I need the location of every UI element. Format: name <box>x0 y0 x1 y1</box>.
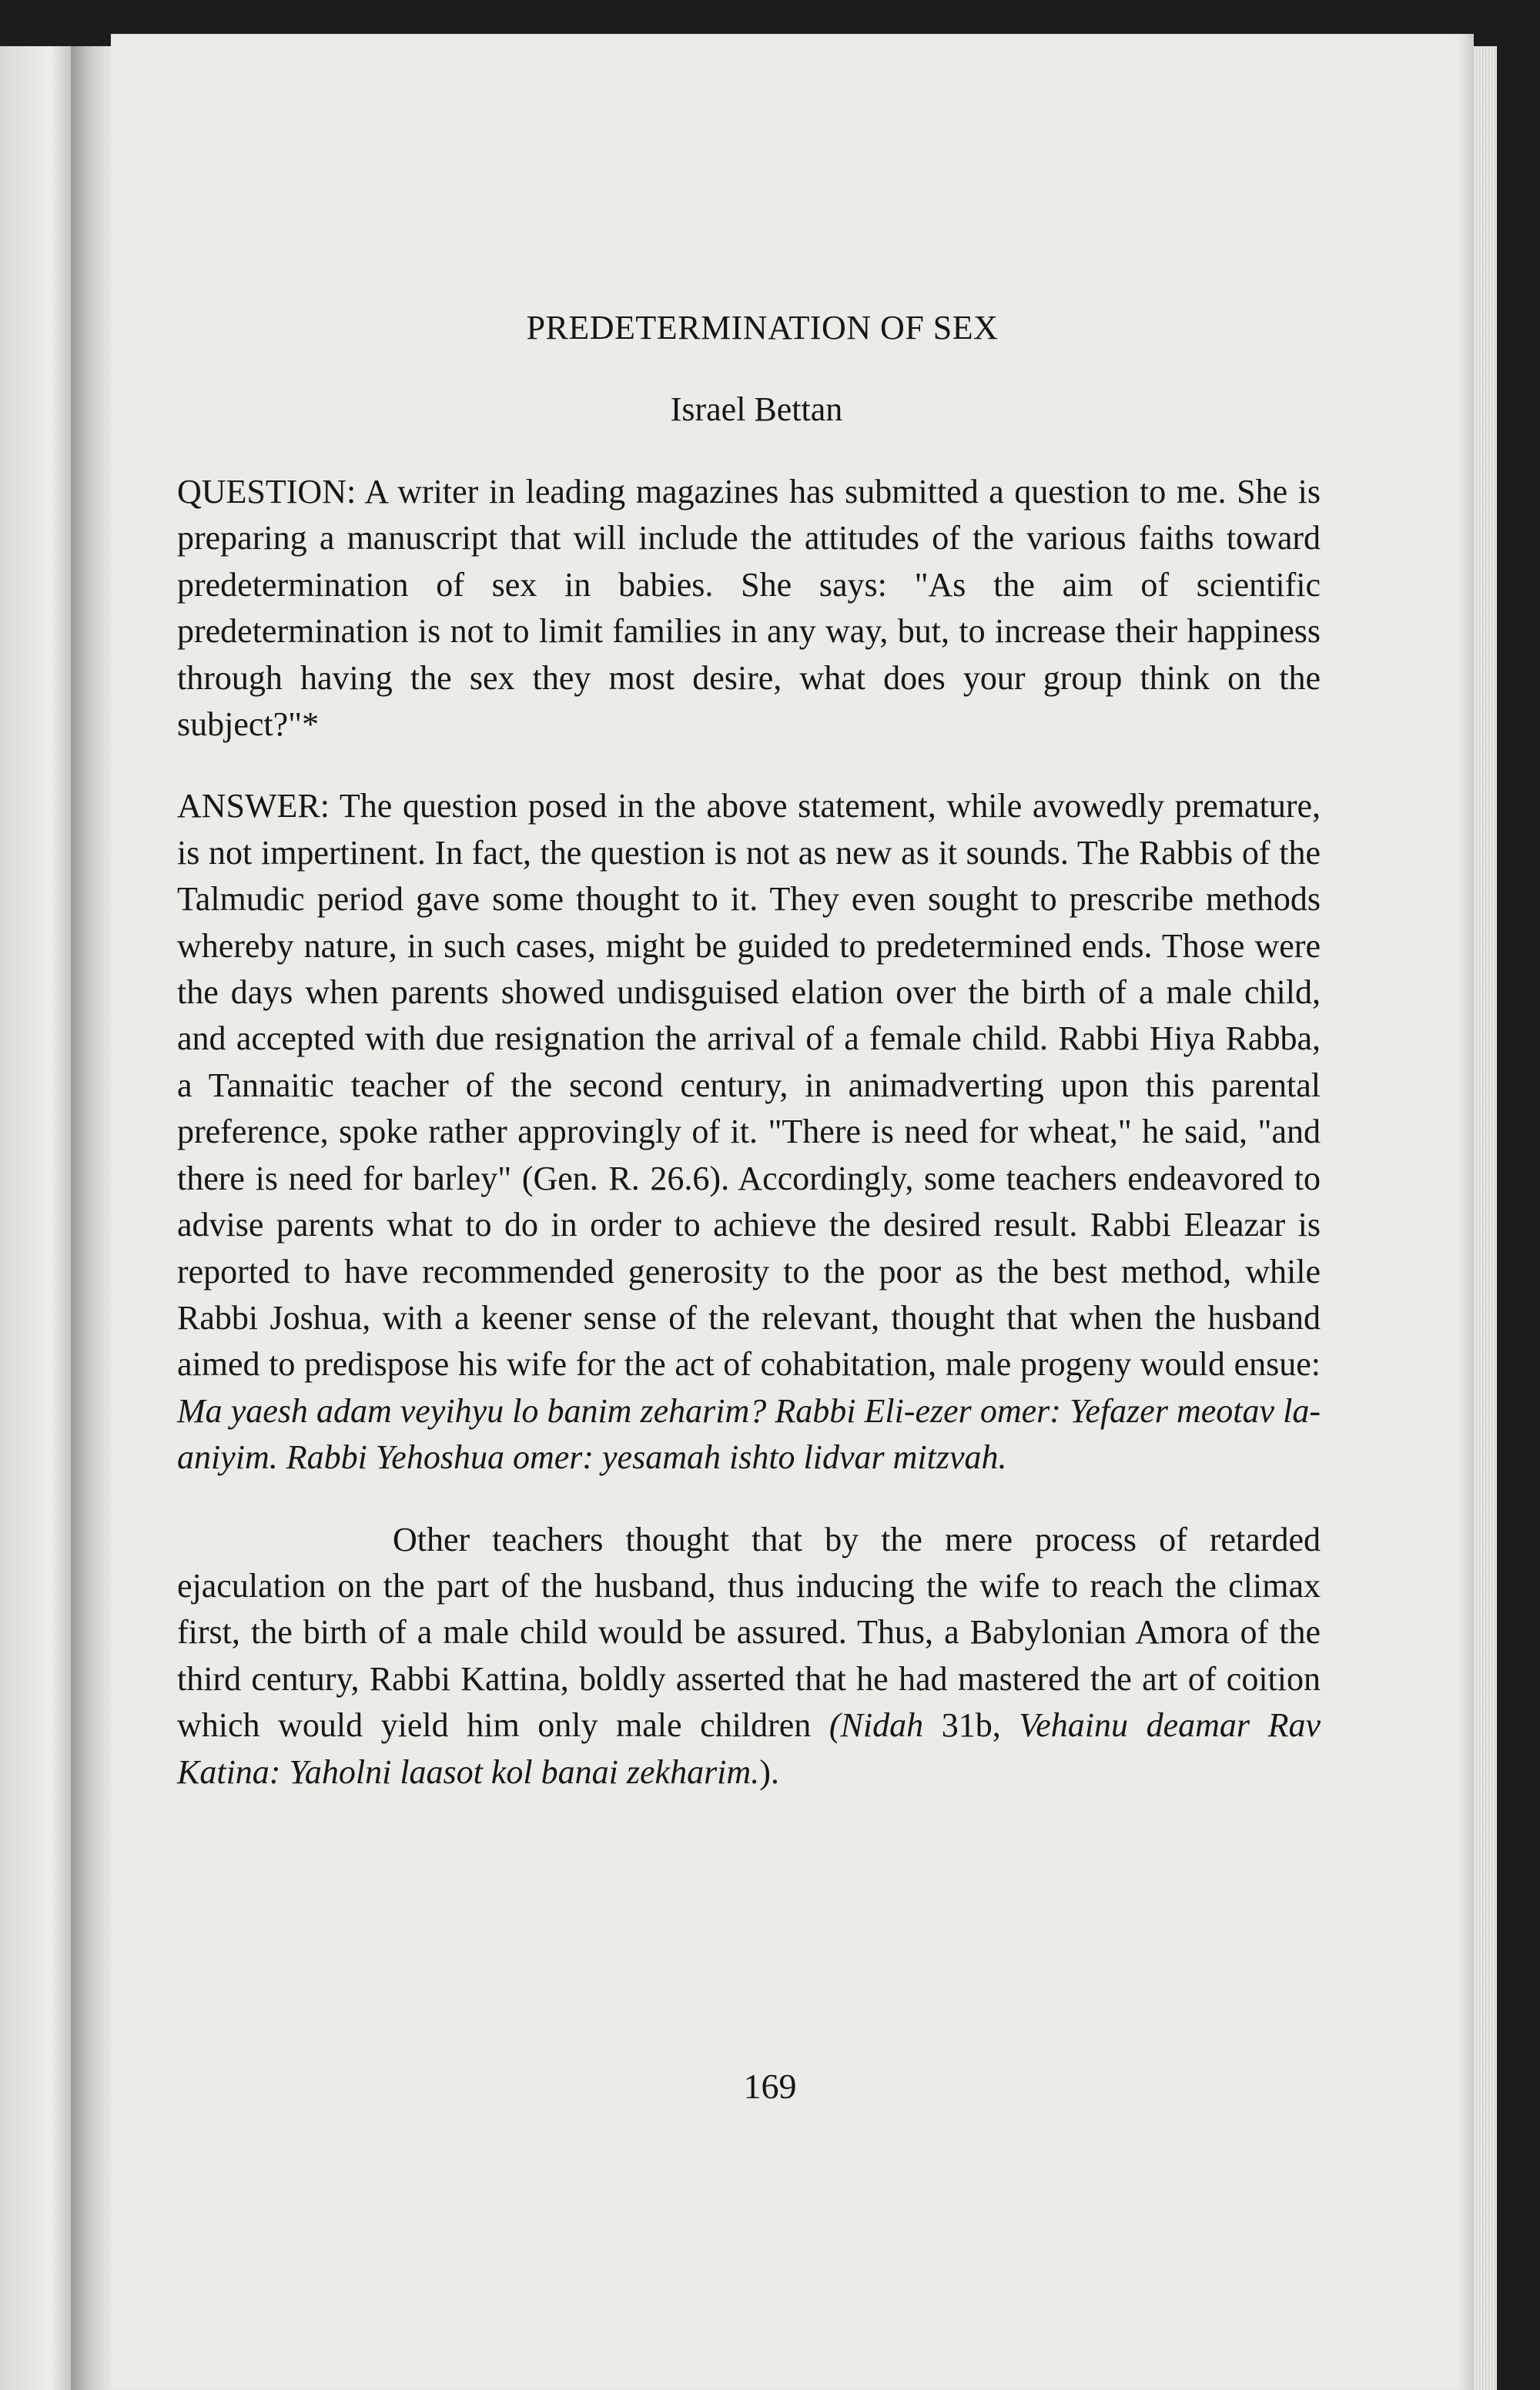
page-number: 169 <box>743 2067 797 2106</box>
citation-quote: Vehainu deamar Rav Katina: Yaholni laasot kol banai zekharim. <box>177 1706 1321 1791</box>
citation-folio: 31b, <box>941 1706 1001 1745</box>
article-author: Israel Bettan <box>670 390 843 428</box>
answer-paragraph <box>177 783 1321 1481</box>
question-text: QUESTION: A writer in leading magazines has submitted a question to me. She is preparing a manuscript that will include the attitudes of the various faiths toward predetermination of sex in babies. She says: "As the aim of scientific predetermination is not to limit families in any way, but, to increase their happiness through having the sex they most desire, what does your group think on the subject?"* <box>177 473 1321 744</box>
citation-source: (Nidah <box>829 1706 924 1745</box>
book-gutter <box>71 46 111 2390</box>
facing-page-edge <box>0 46 71 2390</box>
answer-hebrew-quote: Ma yaesh adam veyihyu lo banim zeharim? Rabbi Eli-ezer omer: Yefazer meotav la-aniyim. Rabbi Yehoshua omer: yesamah ishto lidvar mitzvah. <box>177 1391 1321 1477</box>
citation-close: ). <box>759 1752 779 1791</box>
other-teachers-text: Other teachers thought that by the mere process of retarded ejaculation on the part of the husband, thus inducing the wife to reach the climax first, the birth of a male child would be assured. Thus, a Babylonian Amora of the third century, Rabbi Kattina, boldly asserted that he had mastered the art of coition which would yield him only male children <box>177 1520 1321 1745</box>
page-text <box>177 308 1321 1796</box>
article-title: PREDETERMINATION OF SEX <box>526 309 999 346</box>
answer-text: ANSWER: The question posed in the above statement, while avowedly premature, is not impertinent. In fact, the question is not as new as it sounds. The Rabbis of the Talmudic period gave some thought to it. They even sought to prescribe methods whereby nature, in such cases, might be guided to predetermined ends. Those were the days when parents showed undisguised elation over the birth of a male child, and accepted with due resignation the arrival of a female child. Rabbi Hiya Rabba, a Tannaitic teacher of the second century, in animadverting upon this parental preference, spoke rather approvingly of it. "There is need for wheat," he said, "and there is need for barley" (Gen. R. 26.6). Accordingly, some teachers endeavored to advise parents what to do in order to achieve the desired result. Rabbi Eleazar is reported to have recommended generosity to the poor as the best method, while Rabbi Joshua, with a keener sense of the relevant, thought that when the husband aimed to predispose his wife for the act of cohabitation, male progeny would ensue: <box>177 787 1321 1384</box>
question-paragraph <box>177 469 1321 748</box>
other-teachers-paragraph <box>177 1517 1321 1796</box>
page-stack-edge <box>1474 46 1497 2390</box>
